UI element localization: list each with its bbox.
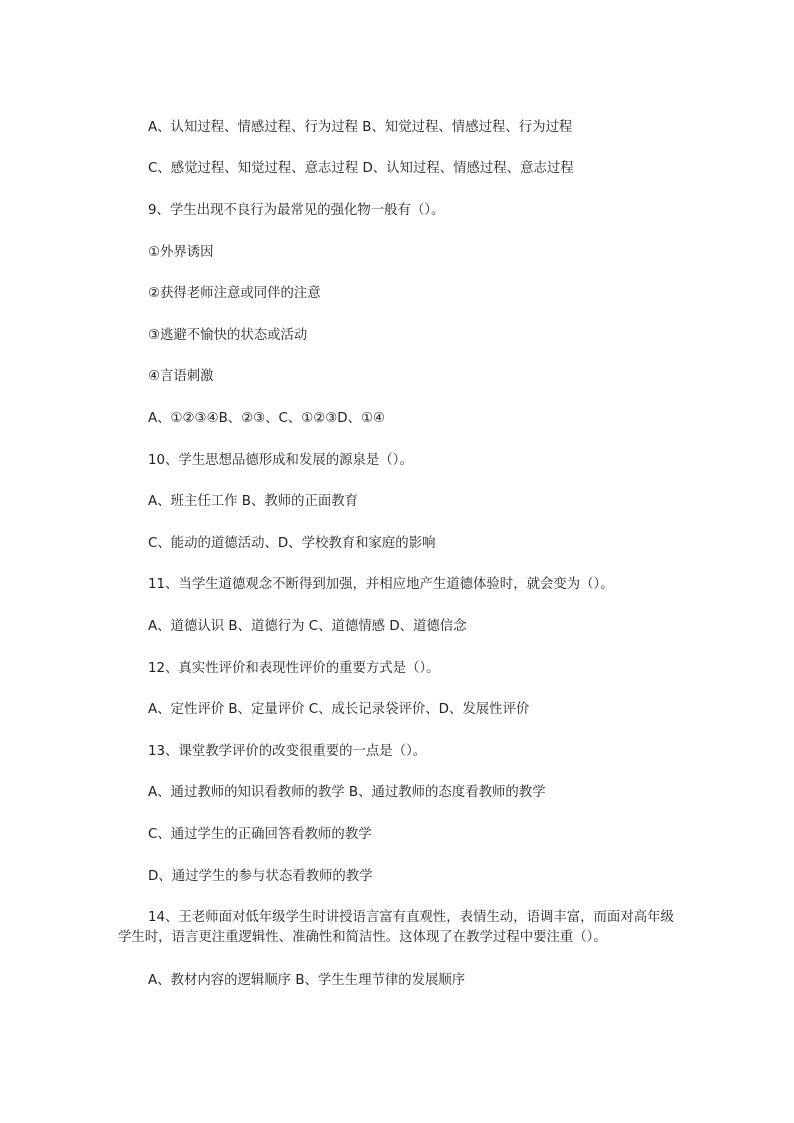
q13-option-d: D、通过学生的参与状态看教师的教学 [148,869,373,884]
q8-options-cd: C、感觉过程、知觉过程、意志过程 D、认知过程、情感过程、意志过程 [148,161,574,176]
q9-options: A、①②③④B、②③、C、①②③D、①④ [148,411,386,426]
q8-options-ab: A、认知过程、情感过程、行为过程 B、知觉过程、情感过程、行为过程 [148,120,573,135]
q9-item-2: ②获得老师注意或同伴的注意 [148,286,321,301]
q14-options-ab: A、教材内容的逻辑顺序 B、学生生理节律的发展顺序 [148,973,466,988]
q11-options: A、道德认识 B、道德行为 C、道德情感 D、道德信念 [148,619,467,634]
q9-question: 9、学生出现不良行为最常见的强化物一般有（）。 [148,203,445,218]
q12-question: 12、真实性评价和表现性评价的重要方式是（）。 [148,661,440,676]
q11-question: 11、当学生道德观念不断得到加强，并相应地产生道德体验时，就会变为（）。 [148,577,614,592]
q13-options-ab: A、通过教师的知识看教师的教学 B、通过教师的态度看教师的教学 [148,785,546,800]
q13-question: 13、课堂教学评价的改变很重要的一点是（）。 [148,744,427,759]
q10-question: 10、学生思想品德形成和发展的源泉是（）。 [148,453,413,468]
q10-options-cd: C、能动的道德活动、D、学校教育和家庭的影响 [148,536,436,551]
q9-item-4: ④言语刺激 [148,369,214,384]
q9-item-3: ③逃避不愉快的状态或活动 [148,328,308,343]
q12-options: A、定性评价 B、定量评价 C、成长记录袋评价、D、发展性评价 [148,702,530,717]
q14-question: 14、王老师面对低年级学生时讲授语言富有直观性，表情生动，语调丰富，而面对高年级学生时，语言更注重逻辑性、准确性和简洁性。这体现了在教学过程中要注重（）。 [118,910,674,945]
q10-options-ab: A、班主任工作 B、教师的正面教育 [148,494,359,509]
q9-item-1: ①外界诱因 [148,245,214,260]
q13-option-c: C、通过学生的正确回答看教师的教学 [148,827,372,842]
